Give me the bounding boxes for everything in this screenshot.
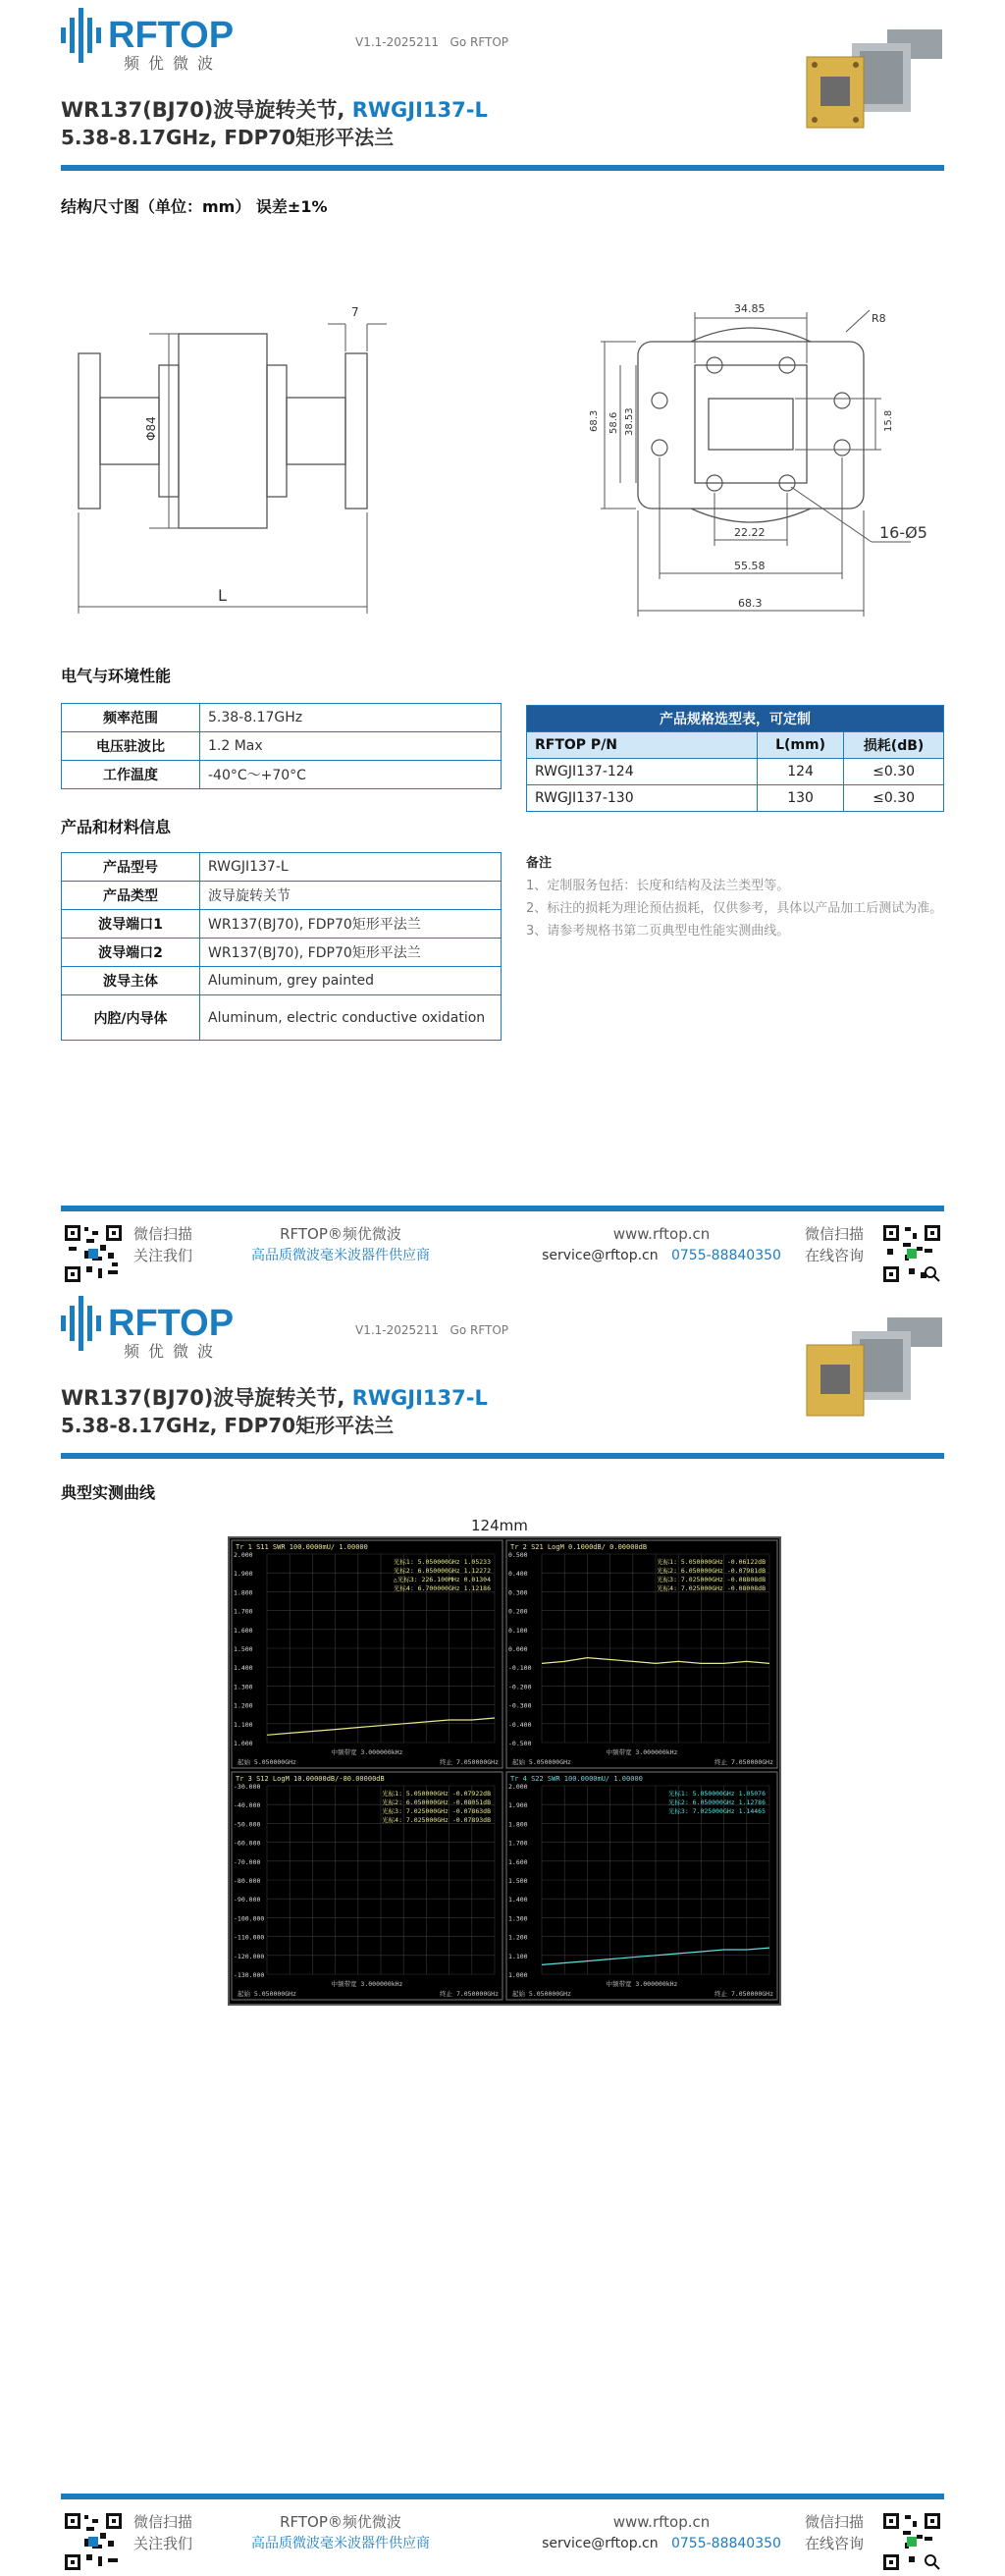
marker-readout: 光标1: 5.050000GHz 1.05076 — [667, 1790, 766, 1798]
dim-bottom-outer: 68.3 — [738, 597, 763, 610]
y-tick-label: 0.100 — [508, 1626, 528, 1635]
y-tick-label: -90.000 — [234, 1896, 261, 1905]
y-tick-label: -100.000 — [234, 1914, 265, 1923]
marker-readout: 光标4: 7.025000GHz -0.07893dB — [382, 1816, 491, 1824]
y-tick-label: 1.200 — [508, 1933, 528, 1942]
dim-bottom-mid: 55.58 — [734, 560, 766, 572]
panel-title: Tr 4 S22 SWR 100.0000mU/ 1.00000 — [510, 1775, 643, 1783]
qr-code-consult[interactable] — [881, 2511, 942, 2572]
product-section-title: 产品和材料信息 — [61, 818, 172, 836]
dim-bottom-inner: 22.22 — [734, 526, 766, 539]
y-tick-label: 1.400 — [234, 1664, 253, 1673]
rftop-logo — [61, 4, 267, 75]
vna-panel-3 — [232, 1772, 502, 2000]
drawing-section-title: 结构尺寸图（单位：mm） 误差±1% — [61, 197, 328, 216]
page-title: WR137(BJ70)波导旋转关节, RWGJI137-L — [61, 98, 488, 122]
y-tick-label: -80.000 — [234, 1877, 261, 1885]
table-row: 产品类型 波导旋转关节 — [62, 882, 502, 910]
footer-contact: www.rftop.cn service@rftop.cn 0755-88840350 — [542, 1225, 781, 1263]
footer-start: 起始 5.050000GHz — [512, 1758, 571, 1766]
marker-readout: 光标2: 6.050000GHz -0.07981dB — [657, 1567, 766, 1575]
logo-brand: RFTOP — [108, 15, 235, 56]
y-tick-label: -130.000 — [234, 1971, 265, 1979]
marker-readout: 光标4: 6.700000GHz 1.12186 — [393, 1584, 491, 1592]
table-row: 工作温度 -40°C～+70°C — [62, 761, 502, 789]
qr-code-follow[interactable] — [63, 1223, 124, 1284]
dim-flange-thickness: 7 — [351, 305, 359, 319]
table-row: RFTOP P/N L(mm) 损耗(dB) — [527, 732, 944, 759]
y-tick-label: 2.000 — [508, 1783, 528, 1791]
product-photo — [793, 22, 950, 132]
header-divider — [61, 165, 944, 171]
y-tick-label: -0.100 — [508, 1664, 532, 1673]
header-divider — [61, 1453, 944, 1459]
footer-stop: 终止 7.050000GHz — [714, 1990, 773, 1998]
electrical-table — [61, 703, 502, 789]
footer-scan-consult: 微信扫描 在线咨询 — [805, 2513, 865, 2552]
footer-stop: 终止 7.050000GHz — [714, 1758, 773, 1766]
table-row: 内腔/内导体 Aluminum, electric conductive oxidation — [62, 995, 502, 1041]
footer-start: 起始 5.050000GHz — [512, 1990, 571, 1998]
y-tick-label: 1.200 — [234, 1701, 253, 1710]
y-tick-label: 1.000 — [234, 1740, 253, 1747]
table-row: RWGJI137-124 124 ≤0.30 — [527, 759, 944, 785]
marker-readout: 光标4: 7.025000GHz -0.08008dB — [657, 1584, 766, 1592]
y-tick-label: -50.000 — [234, 1820, 261, 1829]
selection-table — [526, 705, 944, 812]
panel-title: Tr 3 S12 LogM 10.00000dB/-80.00000dB — [236, 1775, 385, 1783]
vna-panel-4 — [506, 1772, 777, 2000]
marker-readout: △光标3: 226.100MHz 0.01304 — [393, 1576, 491, 1583]
electrical-section-title: 电气与环境性能 — [61, 667, 172, 685]
marker-readout: 光标1: 5.050000GHz -0.07922dB — [382, 1790, 491, 1798]
page-subtitle: 5.38-8.17GHz, FDP70矩形平法兰 — [61, 126, 395, 149]
page-title: WR137(BJ70)波导旋转关节, RWGJI137-L — [61, 1386, 488, 1410]
product-photo — [793, 1310, 950, 1420]
notes: 备注 1、定制服务包括：长度和结构及法兰类型等。 2、标注的损耗为理论预估损耗，仅供参考，具体以产品加工后测试为准。 3、请参考规格书第二页典型电性能实测曲线。 — [526, 856, 943, 939]
dim-window-height: 15.8 — [883, 409, 894, 432]
dim-outer-height: 68.3 — [589, 409, 600, 432]
y-tick-label: -60.000 — [234, 1839, 261, 1848]
footer-scan-consult: 微信扫描 在线咨询 — [805, 1225, 865, 1264]
table-row: 波导主体 Aluminum, grey painted — [62, 967, 502, 995]
side-view-drawing — [61, 295, 522, 628]
panel-title: Tr 2 S21 LogM 0.1000dB/ 0.00000dB — [510, 1543, 648, 1551]
y-tick-label: 1.300 — [508, 1914, 528, 1923]
table-row: 电压驻波比 1.2 Max — [62, 732, 502, 761]
footer-scan-follow: 微信扫描 关注我们 — [133, 1225, 193, 1264]
product-table — [61, 852, 502, 1041]
footer-start: 起始 5.050000GHz — [238, 1990, 296, 1998]
y-tick-label: 0.500 — [508, 1551, 528, 1559]
footer — [61, 2494, 944, 2564]
selection-title: 产品规格选型表，可定制 — [527, 706, 944, 732]
table-row: 波导端口2 WR137(BJ70), FDP70矩形平法兰 — [62, 939, 502, 967]
y-tick-label: -70.000 — [234, 1857, 261, 1866]
vna-screenshot — [228, 1536, 781, 2006]
dim-diameter: Φ84 — [144, 416, 158, 441]
y-tick-label: -30.000 — [234, 1783, 261, 1791]
marker-readout: 光标2: 6.050000GHz 1.12272 — [393, 1567, 491, 1575]
page-subtitle: 5.38-8.17GHz, FDP70矩形平法兰 — [61, 1414, 395, 1437]
vna-panel-2 — [506, 1540, 777, 1768]
marker-readout: 光标3: 7.025000GHz 1.14465 — [667, 1807, 766, 1815]
dim-top-width: 34.85 — [734, 302, 766, 315]
front-view-drawing — [561, 285, 954, 638]
marker-readout: 光标2: 6.050000GHz 1.12786 — [667, 1798, 766, 1806]
marker-readout: 光标1: 5.050000GHz -0.06122dB — [657, 1558, 766, 1566]
marker-readout: 光标1: 5.050000GHz 1.05233 — [393, 1558, 491, 1566]
table-row: 波导端口1 WR137(BJ70), FDP70矩形平法兰 — [62, 910, 502, 939]
y-tick-label: 1.800 — [508, 1820, 528, 1829]
chart-caption: 124mm — [471, 1517, 528, 1534]
y-tick-label: 0.400 — [508, 1570, 528, 1579]
y-tick-label: 1.100 — [234, 1720, 253, 1729]
y-tick-label: 1.600 — [508, 1857, 528, 1866]
version-line: V1.1-2025211 Go RFTOP — [355, 1323, 509, 1337]
table-row: RWGJI137-130 130 ≤0.30 — [527, 785, 944, 812]
marker-readout: 光标3: 7.025000GHz -0.07863dB — [382, 1807, 491, 1815]
logo-brand-cn: 频优微波 — [124, 1342, 223, 1361]
footer — [61, 1206, 944, 1276]
footer-contact: www.rftop.cn service@rftop.cn 0755-88840350 — [542, 2513, 781, 2551]
footer-mid: 中频带宽 3.000000kHz — [606, 1980, 678, 1988]
table-row: 频率范围 5.38-8.17GHz — [62, 704, 502, 732]
logo-brand-cn: 频优微波 — [124, 54, 223, 73]
y-tick-label: 1.600 — [234, 1626, 253, 1635]
y-tick-label: -0.200 — [508, 1683, 532, 1691]
vna-panel-1 — [232, 1540, 502, 1768]
logo-brand: RFTOP — [108, 1303, 235, 1344]
vna-charts — [230, 1538, 779, 2004]
y-tick-label: 1.000 — [508, 1971, 528, 1979]
dim-radius: R8 — [872, 312, 886, 325]
qr-code-follow[interactable] — [63, 2511, 124, 2572]
dim-mid-height: 58.6 — [608, 411, 619, 434]
y-tick-label: 1.500 — [508, 1877, 528, 1885]
footer-stop: 终止 7.050000GHz — [440, 1990, 499, 1998]
panel-title: Tr 1 S11 SWR 100.0000mU/ 1.00000 — [236, 1543, 368, 1551]
y-tick-label: 1.400 — [508, 1896, 528, 1905]
footer-stop: 终止 7.050000GHz — [440, 1758, 499, 1766]
curves-section-title: 典型实测曲线 — [61, 1483, 156, 1502]
y-tick-label: 0.000 — [508, 1645, 528, 1653]
y-tick-label: -0.500 — [508, 1740, 532, 1747]
table-row — [527, 706, 944, 732]
footer-scan-follow: 微信扫描 关注我们 — [133, 2513, 193, 2552]
y-tick-label: -0.400 — [508, 1720, 532, 1729]
marker-readout: 光标3: 7.025000GHz -0.08808dB — [657, 1576, 766, 1583]
y-tick-label: -40.000 — [234, 1801, 261, 1810]
y-tick-label: -0.300 — [508, 1701, 532, 1710]
version-line: V1.1-2025211 Go RFTOP — [355, 35, 509, 49]
marker-readout: 光标2: 6.050000GHz -0.08051dB — [382, 1798, 491, 1806]
footer-mid: 中频带宽 3.000000kHz — [606, 1748, 678, 1756]
y-tick-label: 1.800 — [234, 1588, 253, 1597]
footer-start: 起始 5.050000GHz — [238, 1758, 296, 1766]
table-row: 产品型号 RWGJI137-L — [62, 853, 502, 882]
footer-mid: 中频带宽 3.000000kHz — [331, 1980, 403, 1988]
qr-code-consult[interactable] — [881, 1223, 942, 1284]
rftop-logo — [61, 1292, 267, 1363]
y-tick-label: -120.000 — [234, 1952, 265, 1960]
y-tick-label: 1.500 — [234, 1645, 253, 1653]
footer-mid: 中频带宽 3.000000kHz — [331, 1748, 403, 1756]
footer-brand: RFTOP®频优微波 高品质微波毫米波器件供应商 — [251, 2513, 430, 2551]
y-tick-label: 1.700 — [508, 1839, 528, 1848]
y-tick-label: 0.200 — [508, 1607, 528, 1616]
dim-inner-height: 38.53 — [624, 407, 635, 436]
y-tick-label: 0.300 — [508, 1588, 528, 1597]
y-tick-label: 1.700 — [234, 1607, 253, 1616]
y-tick-label: 1.300 — [234, 1683, 253, 1691]
y-tick-label: 1.900 — [234, 1570, 253, 1579]
dim-length: L — [218, 586, 227, 605]
y-tick-label: 1.100 — [508, 1952, 528, 1960]
y-tick-label: 1.900 — [508, 1801, 528, 1810]
y-tick-label: -110.000 — [234, 1933, 265, 1942]
y-tick-label: 2.000 — [234, 1551, 253, 1559]
dim-hole-count: 16-Ø5 — [879, 523, 927, 542]
footer-brand: RFTOP®频优微波 高品质微波毫米波器件供应商 — [251, 1225, 430, 1263]
